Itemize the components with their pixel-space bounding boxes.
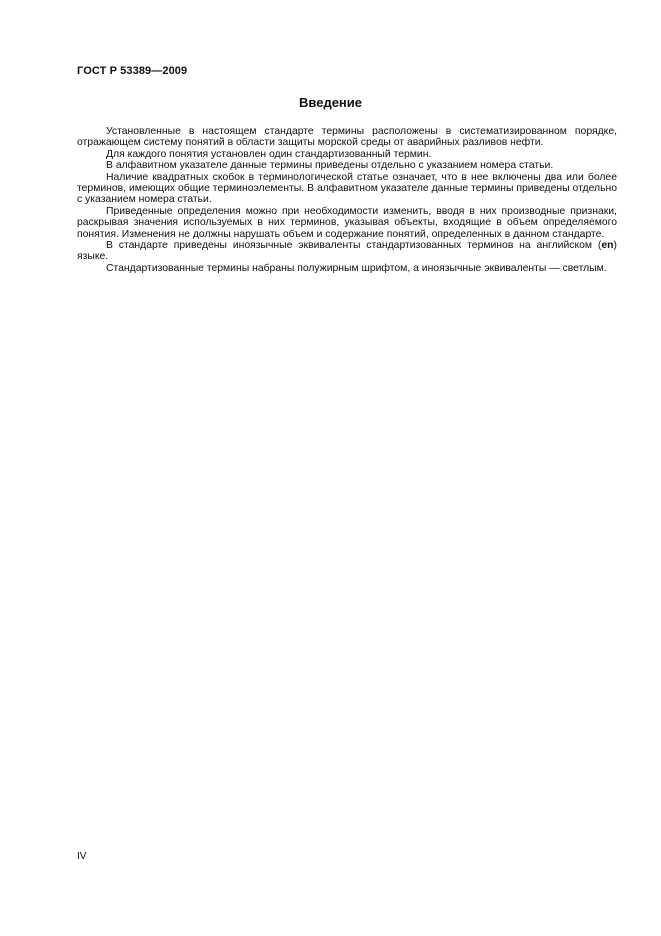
paragraph-6 xyxy=(77,240,617,263)
paragraph-2: Для каждого понятия установлен один стандартизованный термин. xyxy=(106,148,432,160)
document-code-header: ГОСТ Р 53389—2009 xyxy=(77,65,188,77)
paragraph-7: Стандартизованные термины набраны полужирным шрифтом, а иноязычные эквиваленты — светлым. xyxy=(106,262,607,274)
section-title: Введение xyxy=(299,95,362,110)
paragraph-6-text: В стандарте приведены иноязычные эквиваленты стандартизованных терминов на английском xyxy=(106,240,593,252)
paragraph-6-paren-open: ( xyxy=(597,240,602,252)
section-body xyxy=(77,126,617,274)
language-code: en xyxy=(601,240,614,252)
page-number: IV xyxy=(77,851,87,862)
paragraph-6-tail: ) языке. xyxy=(77,240,617,263)
paragraph-5: Приведенные определения можно при необходимости изменить, вводя в них производные признаки, раскрывая значения используемых в них терминов, указывая объекты, входящие в объем определяемого понятия. Изменения не должны нарушать объем и содержание понятий, определенных в данном стандарте. xyxy=(77,205,617,240)
paragraph-4: Наличие квадратных скобок в терминологической статье означает, что в нее включены два или более терминов, имеющих общие терминоэлементы. В алфавитном указателе данные термины приведены отдельно с указанием номера статьи. xyxy=(77,171,617,206)
paragraph-3: В алфавитном указателе данные термины приведены отдельно с указанием номера статьи. xyxy=(106,160,554,172)
paragraph-1: Установленные в настоящем стандарте термины расположены в систематизированном порядке, отражающем систему понятий в области защиты морской среды от аварийных разливов нефти. xyxy=(77,126,617,149)
